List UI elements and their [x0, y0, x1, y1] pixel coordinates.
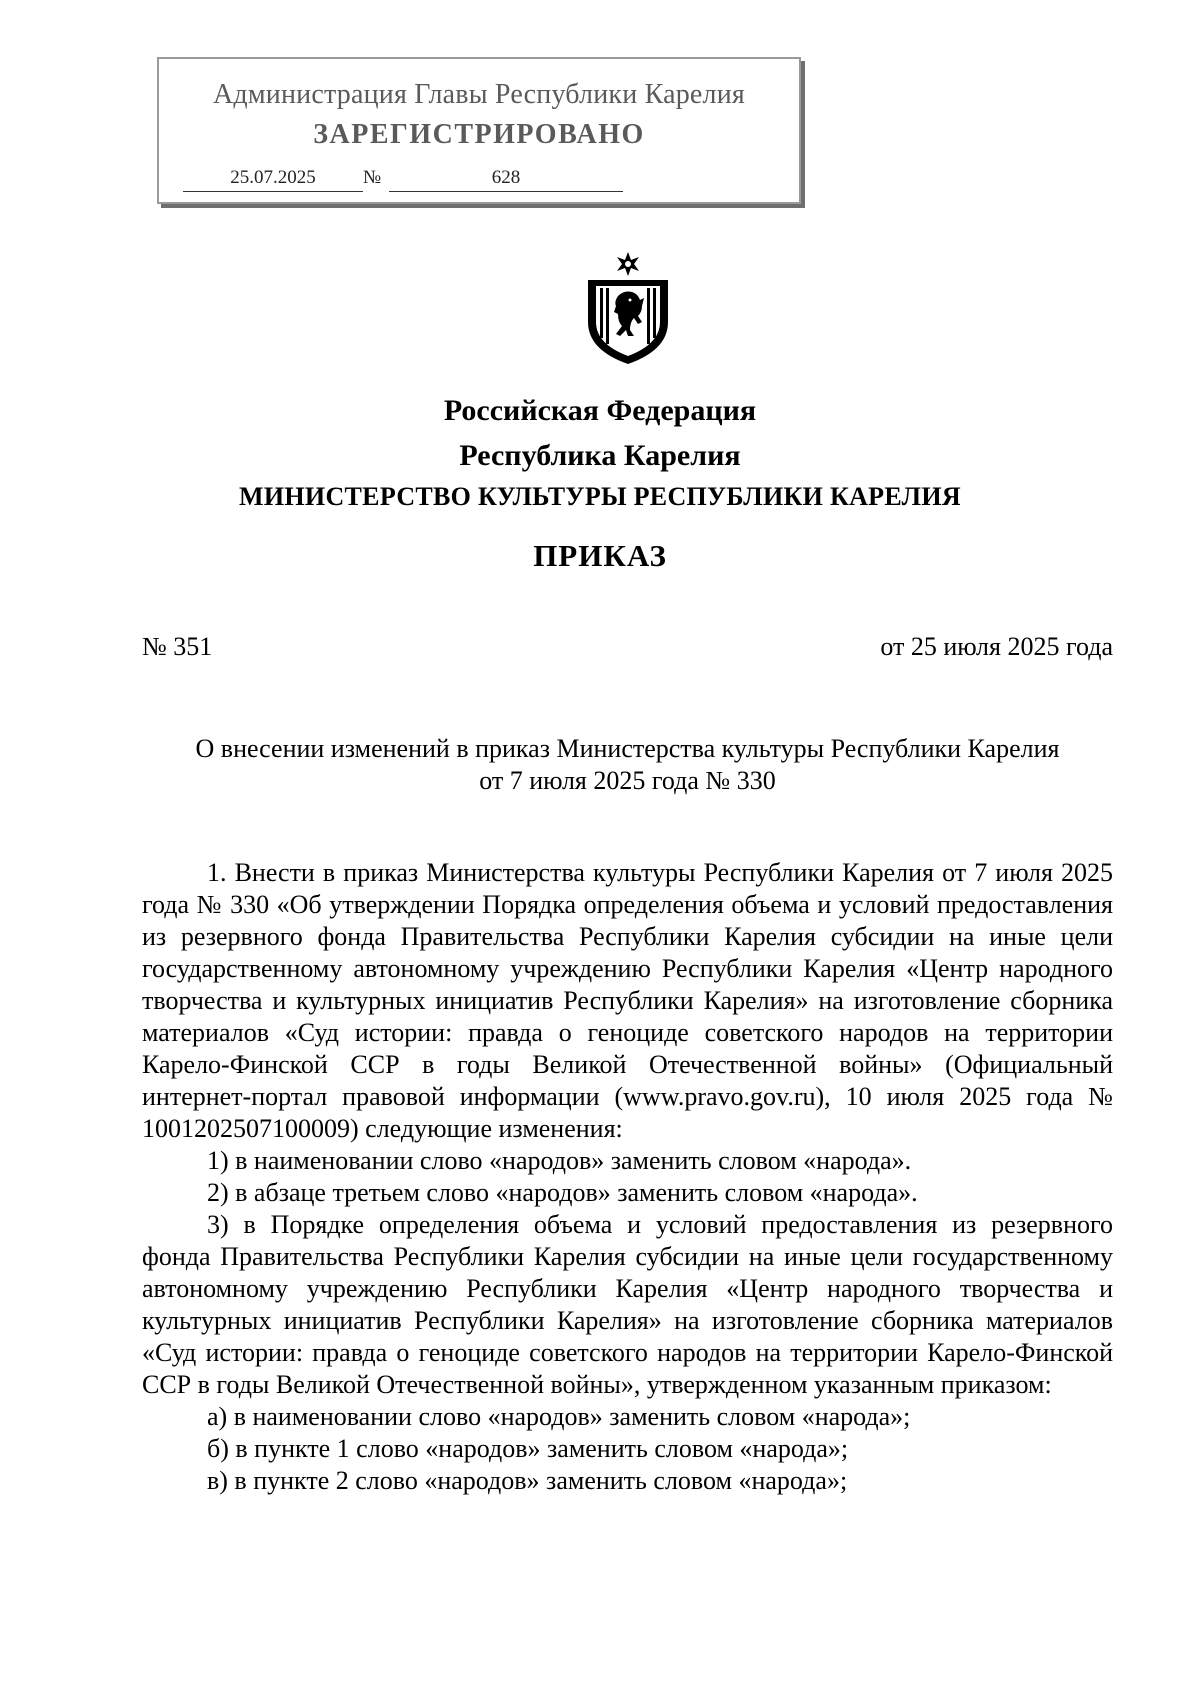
stamp-number: 628 — [389, 165, 623, 192]
order-body — [142, 857, 1113, 1497]
subitem-b: б) в пункте 1 слово «народов» заменить словом «народа»; — [207, 1434, 849, 1463]
subitem-v: в) в пункте 2 слово «народов» заменить словом «народа»; — [207, 1466, 848, 1495]
stamp-date: 25.07.2025 — [183, 165, 363, 192]
order-date: от 25 июля 2025 года — [880, 632, 1113, 661]
stamp-registration-line — [183, 165, 623, 191]
stamp-organization: Администрация Главы Республики Карелия — [213, 79, 745, 110]
karelia-coat-of-arms-icon — [580, 250, 676, 366]
header-ministry: МИНИСТЕРСТВО КУЛЬТУРЫ РЕСПУБЛИКИ КАРЕЛИЯ — [239, 482, 961, 511]
item-2: 2) в абзаце третьем слово «народов» заменить словом «народа». — [207, 1178, 918, 1207]
order-number: № 351 — [142, 632, 213, 661]
stamp-status: ЗАРЕГИСТРИРОВАНО — [313, 119, 645, 150]
subitem-a: а) в наименовании слово «народов» заменить словом «народа»; — [207, 1402, 911, 1431]
header-country: Российская Федерация — [443, 394, 757, 427]
registration-stamp — [157, 57, 801, 204]
stamp-number-sign: № — [363, 167, 382, 188]
order-subject — [142, 733, 1113, 797]
item-3: 3) в Порядке определения объема и условий предоставления из резервного фонда Правительства Республики Карелия субсидии на иные цели государственному автономному учреждению Республики Карелия «Центр народного творчества и культурных инициатив Республики Карелия» на изготовление сборника материалов «Суд истории: правда о геноциде советского народов на территории Карело-Финской ССР в годы Великой Отечественной войны», утвержденном указанным приказом: — [142, 1210, 1113, 1399]
paragraph-1: 1. Внести в приказ Министерства культуры Республики Карелия от 7 июля 2025 года № 330 «Об утверждении Порядка определения объема и условий предоставления из резервного фонда Правительства Республики Карелия субсидии на иные цели государственному автономному учреждению Республики Карелия «Центр народного творчества и культурных инициатив Республики Карелия» на изготовление сборника материалов «Суд истории: правда о геноциде советского народов на территории Карело-Финской ССР в годы Великой Отечественной войны» (Официальный интернет-портал правовой информации (www.pravo.gov.ru), 10 июля 2025 года № 1001202507100009) следующие изменения: — [142, 858, 1113, 1143]
subject-line-2: от 7 июля 2025 года № 330 — [479, 766, 776, 795]
document-type: ПРИКАЗ — [533, 538, 667, 573]
subject-line-1: О внесении изменений в приказ Министерства культуры Республики Карелия — [195, 734, 1060, 763]
header-region: Республика Карелия — [459, 439, 741, 472]
item-1: 1) в наименовании слово «народов» заменить словом «народа». — [207, 1146, 912, 1175]
